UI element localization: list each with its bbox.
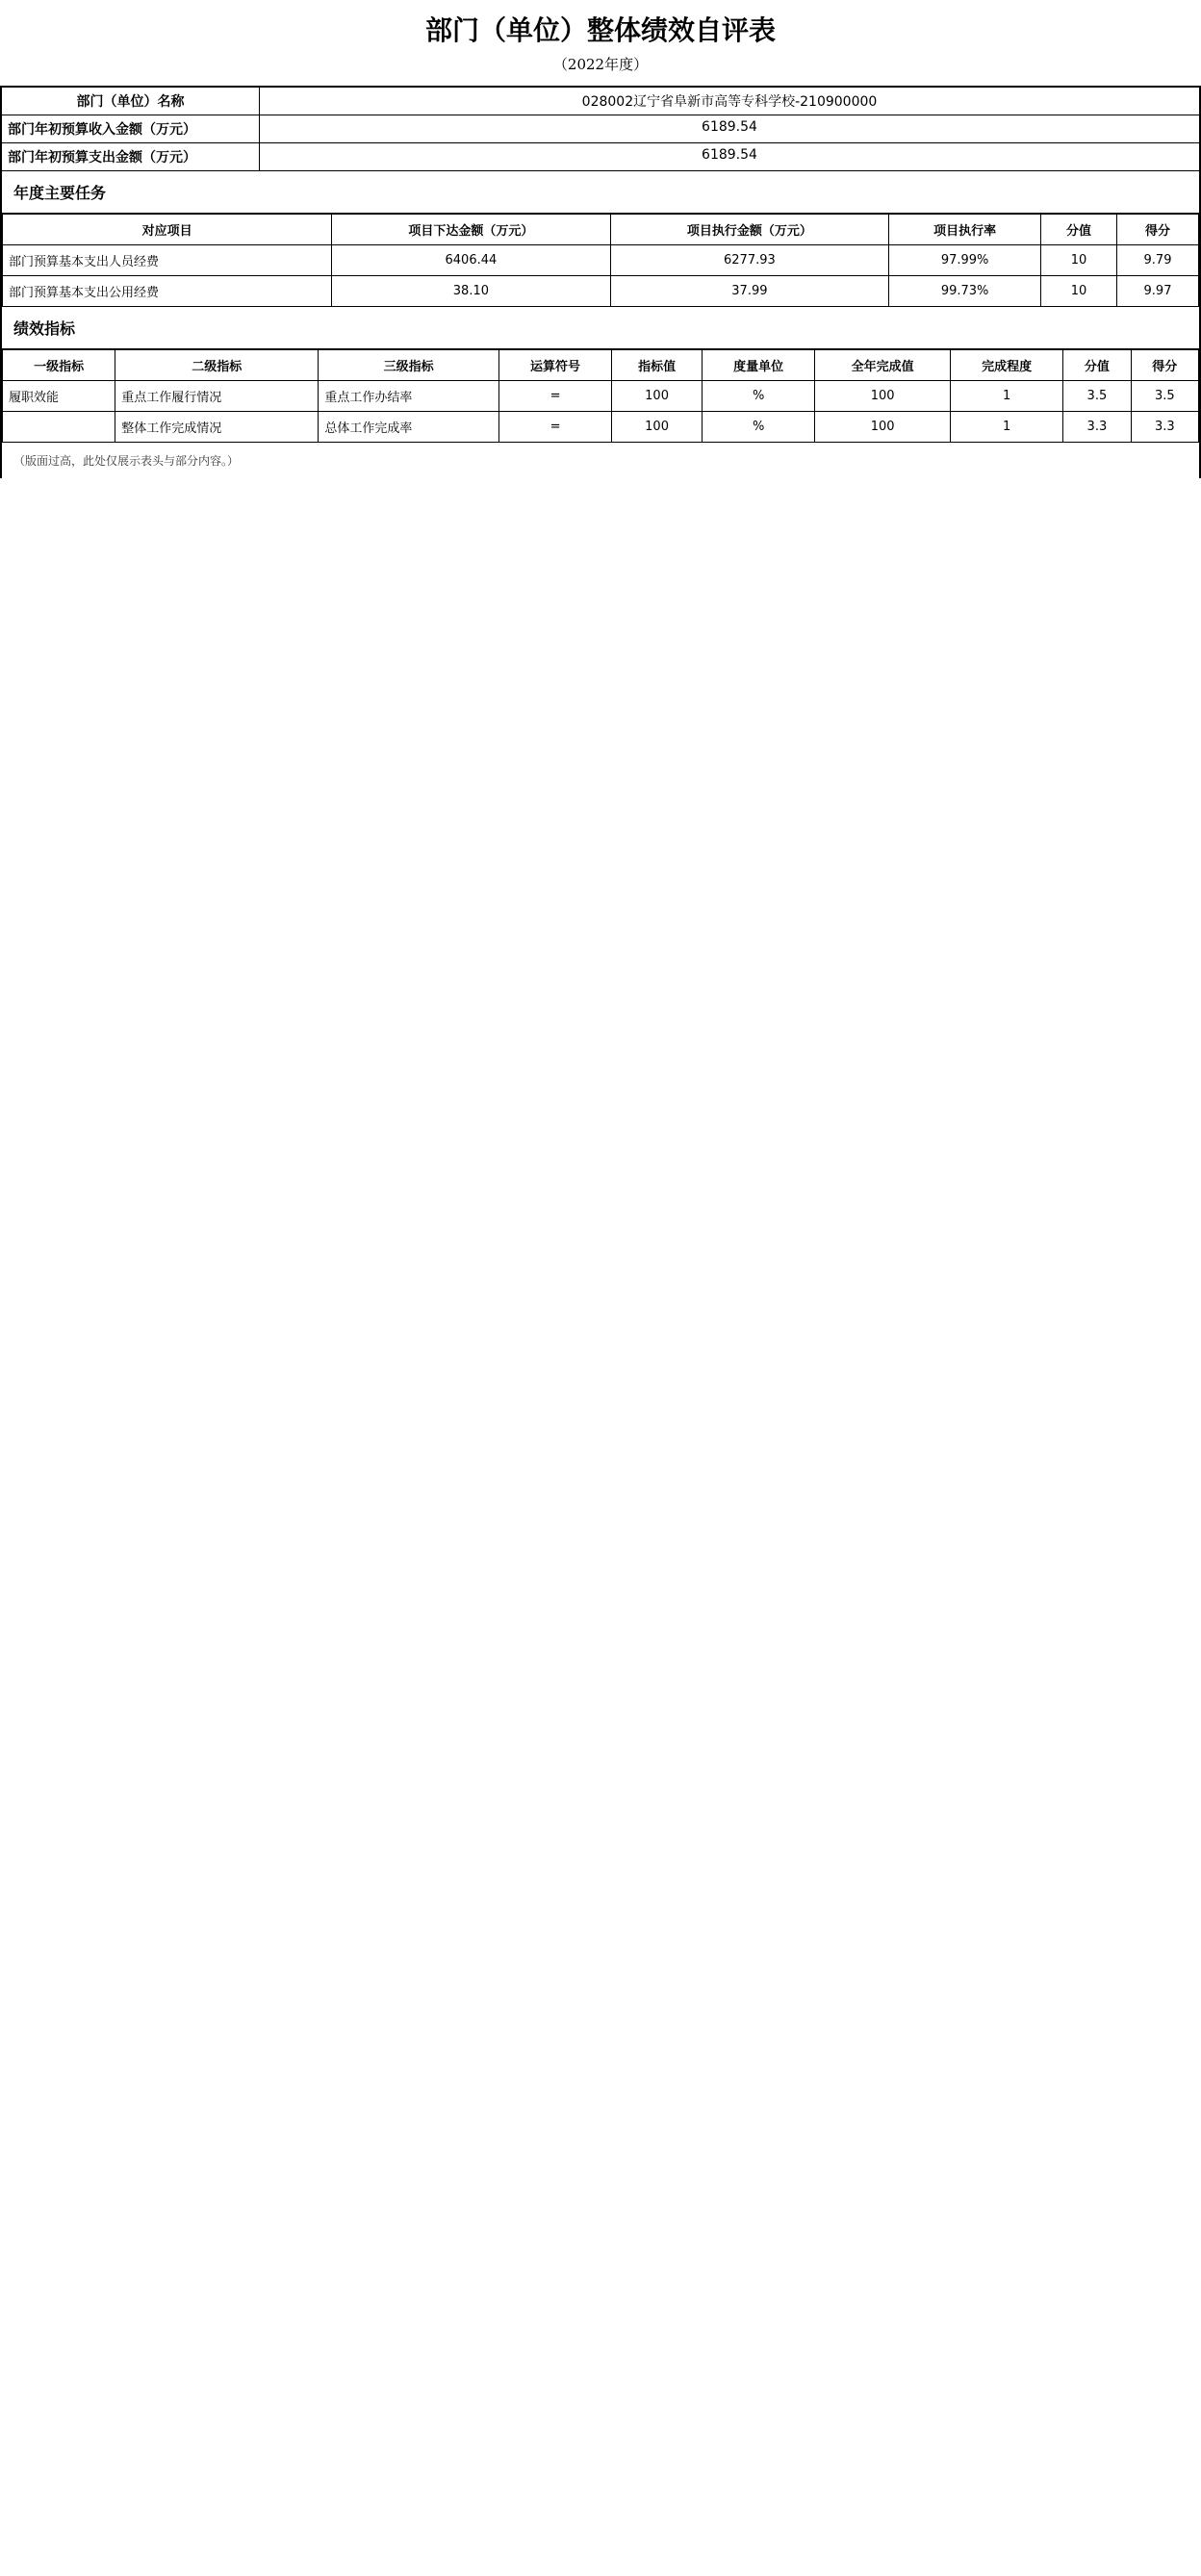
page-title: 部门（单位）整体绩效自评表 [424, 14, 776, 46]
table-cell: 97.99% [889, 245, 1041, 276]
table-cell: 9.79 [1117, 245, 1199, 276]
table-cell: 重点工作办结率 [319, 381, 499, 412]
table-row [3, 245, 1199, 276]
main-tasks-col: 对应项目 [3, 215, 332, 245]
table-cell: 1 [950, 381, 1062, 412]
income-label: 部门年初预算收入金额（万元） [2, 115, 260, 142]
table-cell: 3.3 [1131, 412, 1198, 443]
expense-row [2, 143, 1199, 171]
table-cell: 100 [612, 381, 703, 412]
main-tasks-col: 项目下达金额（万元） [332, 215, 611, 245]
main-tasks-title: 年度主要任务 [2, 171, 1199, 214]
income-value: 6189.54 [702, 119, 757, 135]
indicators-col: 度量单位 [702, 350, 814, 381]
table-cell: 100 [612, 412, 703, 443]
indicators-header-row [3, 350, 1199, 381]
main-tasks-table [2, 214, 1199, 307]
unit-label: 部门（单位）名称 [2, 88, 260, 115]
expense-label: 部门年初预算支出金额（万元） [2, 143, 260, 170]
page-year: （2022年度） [552, 56, 649, 73]
table-cell: 部门预算基本支出公用经费 [3, 276, 332, 307]
table-cell [3, 412, 115, 443]
main-tasks-col: 项目执行率 [889, 215, 1041, 245]
table-cell: 38.10 [332, 276, 611, 307]
main-tasks-col: 项目执行金额（万元） [610, 215, 889, 245]
truncated-note: （版面过高，此处仅展示表头与部分内容。） [13, 454, 240, 468]
table-cell: 1 [950, 412, 1062, 443]
table-cell: 履职效能 [3, 381, 115, 412]
table-cell: = [498, 381, 611, 412]
table-cell: 100 [815, 381, 951, 412]
indicators-col: 二级指标 [115, 350, 319, 381]
table-cell: 99.73% [889, 276, 1041, 307]
table-cell: 3.3 [1063, 412, 1131, 443]
main-tasks-header-row [3, 215, 1199, 245]
indicators-col: 一级指标 [3, 350, 115, 381]
table-cell: 重点工作履行情况 [115, 381, 319, 412]
table-cell: 6406.44 [332, 245, 611, 276]
unit-value: 028002辽宁省阜新市高等专科学校-210900000 [581, 94, 878, 110]
table-cell: 部门预算基本支出人员经费 [3, 245, 332, 276]
indicators-col: 分值 [1063, 350, 1131, 381]
unit-row [2, 88, 1199, 115]
indicators-col: 指标值 [612, 350, 703, 381]
income-row [2, 115, 1199, 143]
table-cell: 9.97 [1117, 276, 1199, 307]
indicators-col: 完成程度 [950, 350, 1062, 381]
indicators-col: 三级指标 [319, 350, 499, 381]
table-cell: 10 [1041, 245, 1117, 276]
table-cell: 10 [1041, 276, 1117, 307]
table-cell: 6277.93 [610, 245, 889, 276]
indicators-col: 运算符号 [498, 350, 611, 381]
indicators-title: 绩效指标 [2, 307, 1199, 349]
table-cell: 整体工作完成情况 [115, 412, 319, 443]
expense-value: 6189.54 [702, 147, 757, 163]
table-cell: 总体工作完成率 [319, 412, 499, 443]
table-cell: 3.5 [1063, 381, 1131, 412]
main-tasks-col: 得分 [1117, 215, 1199, 245]
main-tasks-col: 分值 [1041, 215, 1117, 245]
evaluation-page [0, 0, 1201, 478]
summary-sheet [0, 86, 1201, 478]
table-row [3, 381, 1199, 412]
indicators-col: 全年完成值 [815, 350, 951, 381]
table-cell: 100 [815, 412, 951, 443]
table-row [3, 276, 1199, 307]
table-row [3, 412, 1199, 443]
table-cell: 3.5 [1131, 381, 1198, 412]
indicators-col: 得分 [1131, 350, 1198, 381]
table-cell: % [702, 412, 814, 443]
table-cell: 37.99 [610, 276, 889, 307]
indicators-table [2, 349, 1199, 443]
table-cell: % [702, 381, 814, 412]
table-cell: = [498, 412, 611, 443]
